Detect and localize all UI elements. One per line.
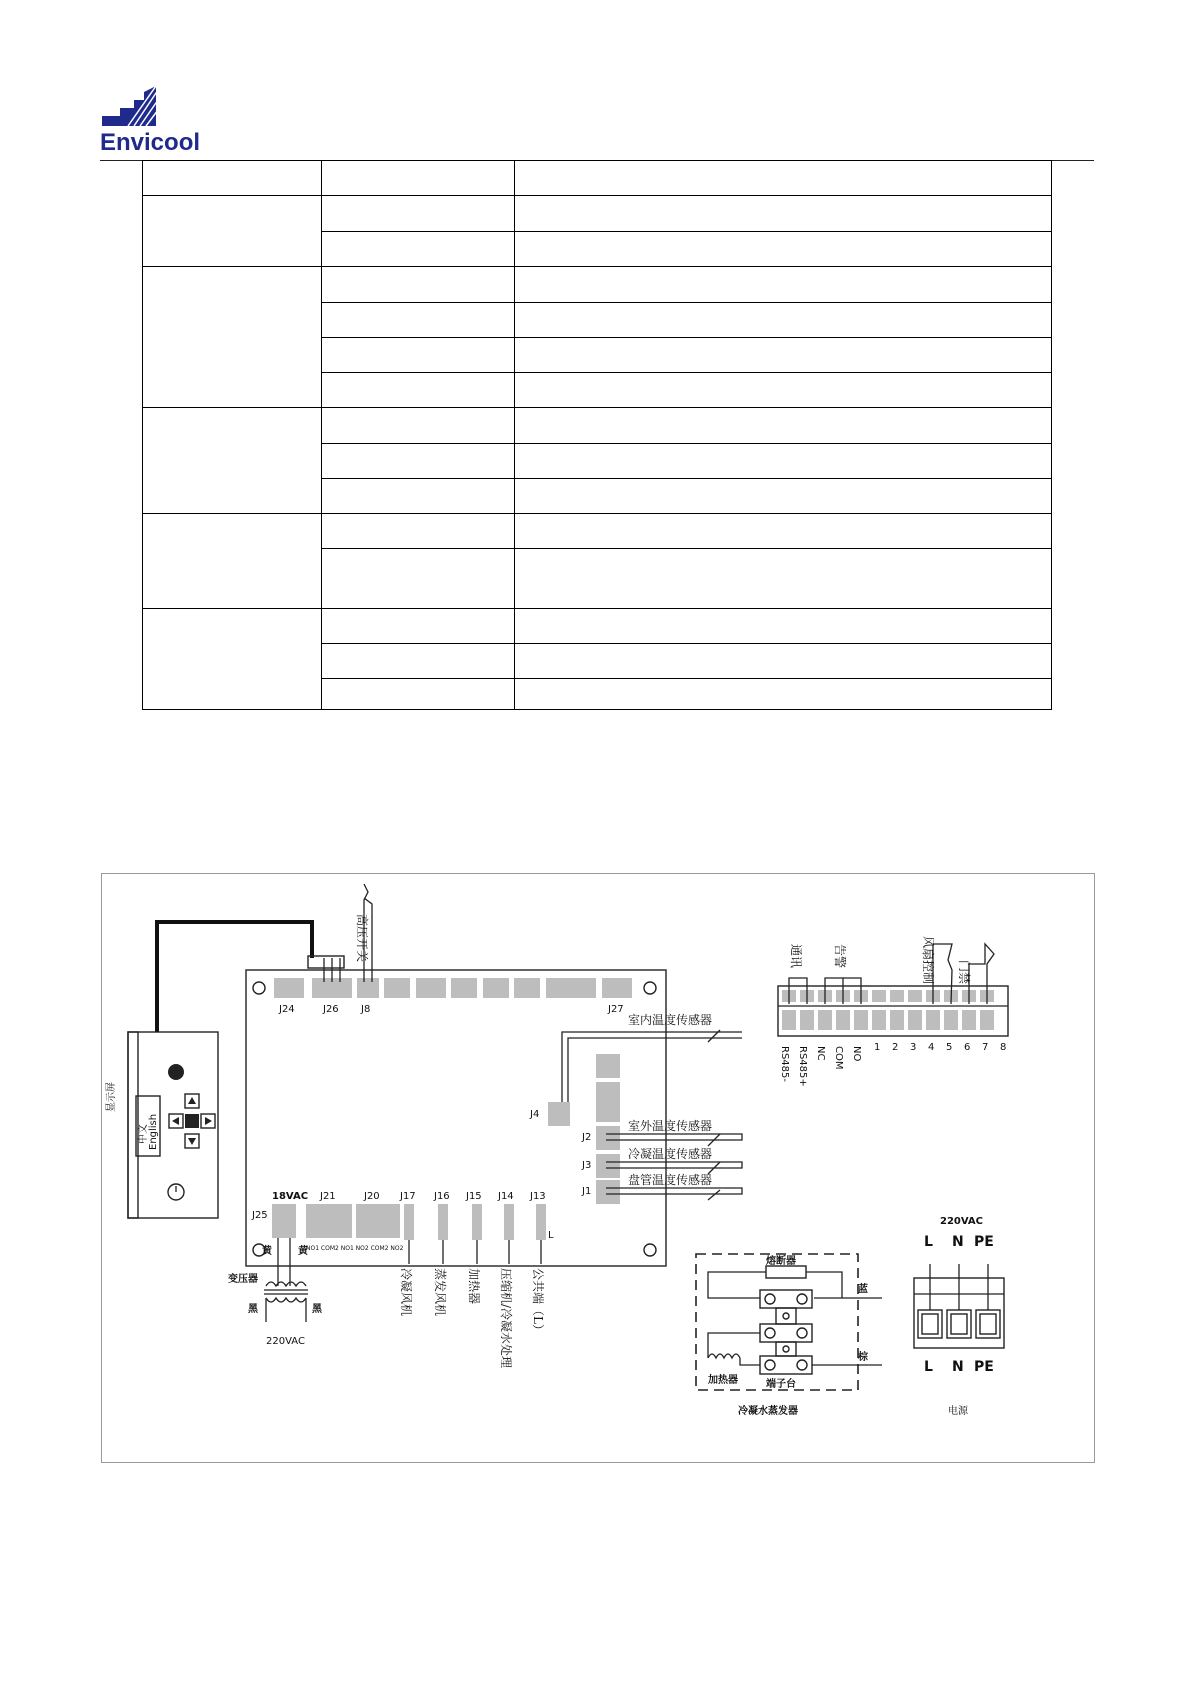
evap-heater-label: 加热器	[708, 1375, 738, 1386]
outdoor-sensor-label: 室外温度传感器	[628, 1119, 713, 1133]
power-pe-bottom: PE	[974, 1359, 994, 1375]
j21-label: J21	[320, 1191, 336, 1202]
display-lang-cn: 中文	[138, 1124, 149, 1144]
j20-label: J20	[364, 1191, 380, 1202]
j13-label: J13	[530, 1191, 546, 1202]
item-cell	[322, 338, 515, 373]
item-cell	[322, 549, 515, 609]
pin-com: COM	[833, 1046, 844, 1070]
coil-sensor-label: 盘管温度传感器	[628, 1173, 713, 1187]
evaporator-box	[696, 1254, 858, 1390]
description-cell	[515, 232, 1052, 267]
display-lang-en: English	[148, 1113, 159, 1150]
table-row	[143, 267, 1052, 303]
j3-label: J3	[582, 1160, 592, 1171]
item-cell	[322, 196, 515, 232]
common-l-label: 公共端（L）	[531, 1268, 545, 1336]
display-unit	[105, 1032, 218, 1218]
table-row	[143, 196, 1052, 232]
j15-label: J15	[466, 1191, 482, 1202]
description-cell	[515, 514, 1052, 549]
terminal-comm-label: 通讯	[789, 944, 803, 969]
description-cell	[515, 444, 1052, 479]
group-label-cell	[143, 196, 322, 267]
item-cell	[322, 644, 515, 679]
cond-sensor-label: 冷凝温度传感器	[628, 1147, 713, 1161]
description-cell	[515, 196, 1052, 232]
description-cell	[515, 338, 1052, 373]
group-label-cell	[143, 609, 322, 710]
power-l-top: L	[924, 1234, 933, 1250]
j26-label: J26	[323, 1004, 339, 1015]
item-cell	[322, 444, 515, 479]
pin-nc: NC	[815, 1046, 826, 1061]
item-cell	[322, 232, 515, 267]
evap-fan-label: 蒸发风机	[433, 1268, 447, 1317]
description-cell	[515, 267, 1052, 303]
pin-number-row	[874, 1042, 1006, 1053]
item-cell	[322, 373, 515, 408]
pin-number-1: 1	[874, 1042, 881, 1053]
description-cell	[515, 303, 1052, 338]
power-n-bottom: N	[952, 1359, 964, 1375]
j17-label: J17	[400, 1191, 416, 1202]
top-connectors	[274, 978, 632, 998]
item-cell	[322, 303, 515, 338]
evaporator-label: 冷凝水蒸发器	[738, 1406, 798, 1417]
j4-label: J4	[530, 1109, 540, 1120]
power-vac-label: 220VAC	[940, 1216, 984, 1227]
brand-name: Envicool	[100, 129, 201, 154]
description-cell	[515, 549, 1052, 609]
j25-label: J25	[252, 1210, 268, 1221]
table-row	[143, 161, 1052, 196]
brown-label: 棕	[858, 1352, 868, 1363]
item-cell	[322, 609, 515, 644]
terminal-alarm-label: 告警	[833, 944, 847, 969]
pin-number-6: 6	[964, 1042, 971, 1053]
pin-number-5: 5	[946, 1042, 953, 1053]
spec-table-body	[143, 161, 1052, 710]
j27-label: J27	[608, 1004, 624, 1015]
black-label-left: 黑	[248, 1304, 258, 1315]
blue-label: 蓝	[858, 1284, 868, 1295]
j2-label: J2	[582, 1132, 592, 1143]
spec-table	[142, 160, 1052, 710]
pin-number-3: 3	[910, 1042, 917, 1053]
group-label-cell	[143, 408, 322, 514]
group-label-cell	[143, 161, 322, 196]
display-label: 显示屏	[106, 1082, 117, 1112]
group-label-cell	[143, 514, 322, 609]
menu-button	[185, 1114, 199, 1128]
terminal-door-label: 门禁	[957, 960, 971, 985]
description-cell	[515, 644, 1052, 679]
description-cell	[515, 479, 1052, 514]
envicool-logo	[100, 86, 220, 154]
description-cell	[515, 408, 1052, 444]
description-cell	[515, 609, 1052, 644]
pin-rs485n: RS485-	[779, 1046, 790, 1082]
j13-l-label: L	[548, 1230, 554, 1241]
item-cell	[322, 267, 515, 303]
terminal-block-label: 端子台	[766, 1379, 796, 1390]
table-row	[143, 408, 1052, 444]
group-label-cell	[143, 267, 322, 408]
pin-number-8: 8	[1000, 1042, 1007, 1053]
yellow-label-right: 黄	[298, 1246, 308, 1257]
fuse-label: 熔断器	[766, 1256, 796, 1267]
table-row	[143, 609, 1052, 644]
j24-label: J24	[279, 1004, 295, 1015]
terminal-strip	[778, 986, 1008, 1036]
item-cell	[322, 161, 515, 196]
vac220-label: 220VAC	[266, 1336, 305, 1347]
logo-mark	[102, 86, 158, 126]
pin-rs485p: RS485+	[797, 1046, 808, 1087]
item-cell	[322, 514, 515, 549]
power-pe-top: PE	[974, 1234, 994, 1250]
description-cell	[515, 373, 1052, 408]
black-label-right: 黑	[312, 1304, 322, 1315]
j14-label: J14	[498, 1191, 514, 1202]
relay-labels: NO1 COM2 NO1 NO2 COM2 NO2	[306, 1245, 404, 1252]
wiring-diagram	[101, 873, 1095, 1463]
power-label: 电源	[948, 1406, 968, 1417]
vac18-label: 18VAC	[272, 1191, 309, 1202]
pin-number-7: 7	[982, 1042, 989, 1053]
table-row	[143, 514, 1052, 549]
indoor-sensor-label: 室内温度传感器	[628, 1013, 713, 1027]
pin-number-2: 2	[892, 1042, 899, 1053]
j1-label: J1	[582, 1186, 592, 1197]
power-terminal	[914, 1264, 1004, 1348]
terminal-fan-label: 风扇控制	[921, 936, 935, 985]
item-cell	[322, 479, 515, 514]
pin-number-4: 4	[928, 1042, 935, 1053]
heater-label: 加热器	[467, 1268, 481, 1305]
item-cell	[322, 408, 515, 444]
j8-label: J8	[361, 1004, 371, 1015]
description-cell	[515, 161, 1052, 196]
mode-button	[168, 1064, 184, 1080]
transformer-label: 变压器	[228, 1274, 258, 1285]
pin-no: NO	[851, 1046, 862, 1062]
yellow-label-left: 黄	[262, 1246, 272, 1257]
j16-label: J16	[434, 1191, 450, 1202]
power-n-top: N	[952, 1234, 964, 1250]
compressor-label: 压缩机/冷凝水处理	[499, 1268, 513, 1369]
high-pressure-switch-label: 高压开关	[355, 914, 369, 963]
item-cell	[322, 679, 515, 710]
power-l-bottom: L	[924, 1359, 933, 1375]
description-cell	[515, 679, 1052, 710]
cond-fan-label: 冷凝风机	[399, 1268, 413, 1317]
